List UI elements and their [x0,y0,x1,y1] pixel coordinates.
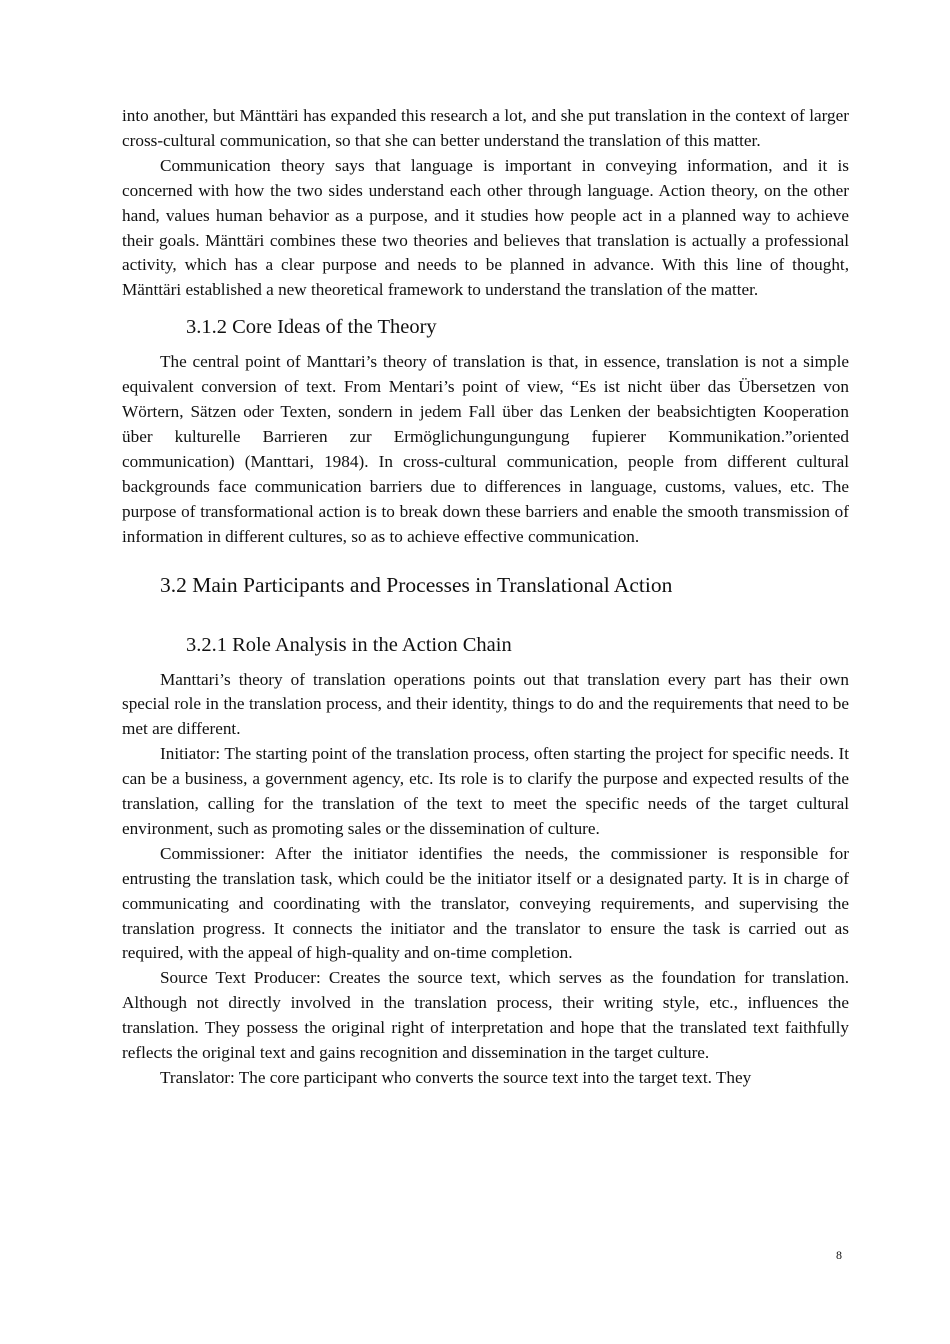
section-heading-3-1-2: 3.1.2 Core Ideas of the Theory [186,316,437,339]
paragraph-source-text-producer: Source Text Producer: Creates the source text, which serves as the foundation for translation. Although not directly involved in the translation process, their writing style, etc., influences the translation. They possess the original right of interpretation and hope that the translated text faithfully reflects the original text and gains recognition and dissemination in the target culture. [122,968,849,1063]
paragraph-communication-theory: Communication theory says that language is important in conveying information, and it is concerned with how the two sides understand each other through language. Action theory, on the other hand, values human behavior as a purpose, and it studies how people act in a planned way to achieve their goals. Mänttäri combines these two theories and believes that translation is actually a professional activity, which has a clear purpose and needs to be planned in advance. With this line of thought, Mänttäri established a new theoretical framework to understand the translation of the matter. [122,155,849,300]
paragraph-role-analysis: Manttari’s theory of translation operations points out that translation every part has their own special role in the translation process, and their identity, things to do and the requirements that need to be met are different. [122,669,849,739]
paragraph-translator: Translator: The core participant who converts the source text into the target text. They [160,1068,752,1087]
page-content [122,104,849,1091]
paragraph-commissioner: Commissioner: After the initiator identifies the needs, the commissioner is responsible for entrusting the translation task, which could be the initiator itself or a designated party. It is in charge of communicating and coordinating with the translator, conveying requirements, and supervising the translation progress. It connects the initiator and the translator to ensure the task is carried out as required, with the appeal of high-quality and on-time completion. [122,843,849,963]
paragraph-continuation: into another, but Mänttäri has expanded this research a lot, and she put translation in the context of larger cross-cultural communication, so that she can better understand the translation of this matter. [122,106,849,150]
page-number: 8 [836,1248,842,1262]
paragraph-initiator: Initiator: The starting point of the translation process, often starting the project for specific needs. It can be a business, a government agency, etc. Its role is to clarify the purpose and expected results of the translation, calling for the translation of the text to meet the specific needs of the target cultural environment, such as promoting sales or the dissemination of culture. [122,744,849,838]
section-heading-3-2: 3.2 Main Participants and Processes in Translational Action [160,572,673,597]
paragraph-core-ideas: The central point of Manttari’s theory of translation is that, in essence, translation is not a simple equivalent conversion of text. From Mentari’s point of view, “Es ist nicht über das Übersetzen von Wörtern, Sätzen oder Texten, sondern in jedem Fall über das Lenken der beabsichtigten Kooperation über kulturelle Barrieren zur Ermöglichungungungung fupierer Kommunikation.”oriented communication) (Manttari, 1984). In cross-cultural communication, people from different cultural backgrounds face communication barriers due to differences in language, customs, values, etc. The purpose of transformational action is to break down these barriers and enable the smooth transmission of information in different cultures, so as to achieve effective communication. [122,352,849,546]
section-heading-3-2-1: 3.2.1 Role Analysis in the Action Chain [186,633,512,656]
